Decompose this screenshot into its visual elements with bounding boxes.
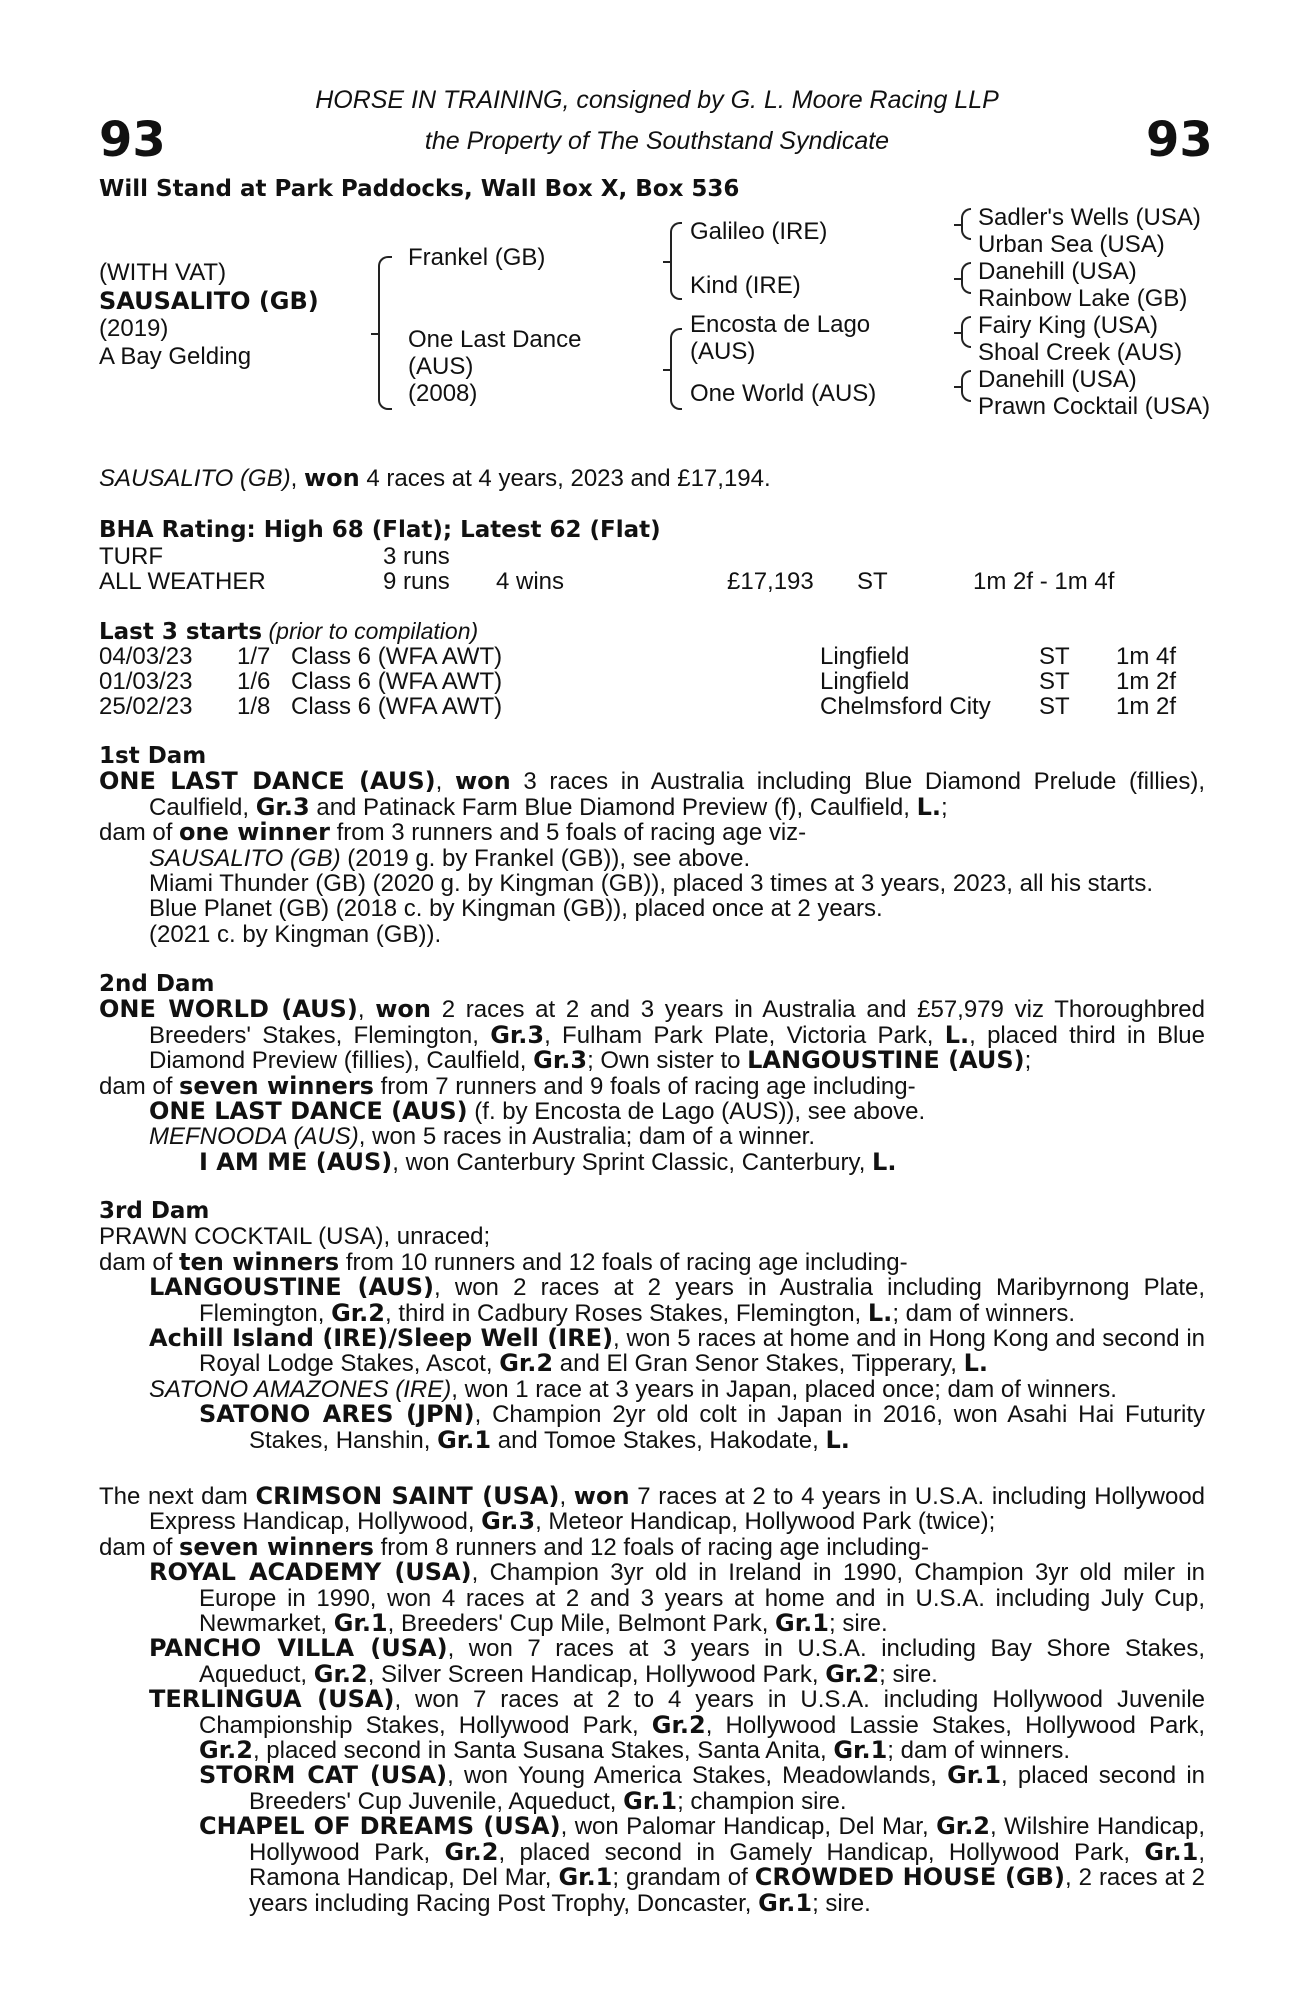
rating-surface: TURF bbox=[99, 543, 163, 570]
start-class: Class 6 (WFA AWT) bbox=[291, 643, 503, 670]
first-dam-record: ONE LAST DANCE (AUS), won 3 races in Australia including Blue Diamond Prelude (fillies), Caulfield, Gr.3 and Patinack Farm Blue Diamond Preview (f), Caulfield, L.; bbox=[99, 767, 1206, 821]
text: , Fulham Park Plate, Victoria Park, bbox=[544, 1021, 945, 1049]
third-dam-section bbox=[99, 1199, 1205, 1453]
produce-item: Blue Planet (GB) (2018 c. by Kingman (GB)), placed once at 2 years. bbox=[149, 895, 883, 923]
text: ; bbox=[1024, 1047, 1032, 1075]
start-position: 1/7 bbox=[237, 643, 271, 670]
listed-label: L. bbox=[825, 1425, 850, 1454]
grade-label: Gr.2 bbox=[331, 1298, 385, 1327]
summary-text: 4 races at 4 years, 2023 and £17,194. bbox=[359, 465, 771, 492]
pedigree-g3-7: Prawn Cocktail (USA) bbox=[978, 393, 1211, 420]
grade-label: Gr.1 bbox=[437, 1425, 492, 1454]
text: , Hollywood Lassie Stakes, Hollywood Park, bbox=[705, 1711, 1206, 1739]
text: dam of bbox=[99, 1248, 180, 1276]
text: 2 races at 2 and 3 years in Australia and £57,979 viz Thoroughbred Breeders' Stakes, Flemington, bbox=[149, 996, 1206, 1049]
text: , placed second in Breeders' Cup Juvenile, Aqueduct, bbox=[249, 1762, 1205, 1815]
text: ; Own sister to bbox=[587, 1047, 748, 1075]
grade-label: Gr.3 bbox=[490, 1020, 545, 1049]
start-position: 1/6 bbox=[237, 668, 271, 695]
grade-label: Gr.1 bbox=[833, 1736, 888, 1765]
last3-title bbox=[99, 618, 478, 645]
next-dam-record bbox=[99, 1484, 1205, 1535]
rating-prize: £17,193 bbox=[727, 568, 814, 595]
pedigree-g3-5: Shoal Creek (AUS) bbox=[978, 339, 1183, 366]
summary-won: won bbox=[303, 464, 360, 492]
last3-heading: Last 3 starts bbox=[99, 619, 263, 645]
produce-name: LANGOUSTINE (AUS) bbox=[149, 1273, 435, 1302]
text: from 7 runners and 9 foals of racing age including- bbox=[373, 1072, 916, 1100]
listed-label: L. bbox=[867, 1298, 893, 1327]
start-date: 04/03/23 bbox=[99, 643, 193, 670]
third-dam-heading: 3rd Dam bbox=[99, 1198, 210, 1224]
first-dam-text: ; bbox=[941, 793, 948, 821]
text: ; sire. bbox=[828, 1610, 888, 1638]
lot-number-right: 93 bbox=[1146, 112, 1213, 168]
listed-label: L. bbox=[872, 1147, 897, 1176]
produce-text: (2019 g. by Frankel (GB)), see above. bbox=[340, 844, 751, 872]
produce-name: I AM ME (AUS) bbox=[199, 1147, 393, 1176]
property-line: the Property of The Southstand Syndicate bbox=[424, 127, 890, 155]
pedigree-dam-name: One Last Dance bbox=[408, 326, 582, 353]
rating-surface: ALL WEATHER bbox=[99, 568, 266, 595]
grade-label: Gr.3 bbox=[533, 1046, 588, 1075]
produce-name: ONE LAST DANCE (AUS) bbox=[149, 1097, 468, 1126]
pedigree-sire-dam: Kind (IRE) bbox=[690, 272, 801, 299]
start-date: 01/03/23 bbox=[99, 668, 193, 695]
text: , Breeders' Cup Mile, Belmont Park, bbox=[387, 1610, 776, 1638]
grade-label: Gr.1 bbox=[558, 1863, 613, 1892]
produce-item bbox=[99, 1402, 1205, 1453]
pedigree-dam-dam: One World (AUS) bbox=[690, 380, 877, 407]
grandson-name: CROWDED HOUSE (GB) bbox=[754, 1863, 1065, 1892]
pedigree-g3-1: Urban Sea (USA) bbox=[978, 231, 1165, 258]
won-label: won bbox=[375, 995, 431, 1024]
first-dam-heading: 1st Dam bbox=[99, 743, 207, 769]
produce-name: STORM CAT (USA) bbox=[199, 1761, 448, 1790]
grade-label: Gr.2 bbox=[651, 1710, 706, 1739]
last3-note: (prior to compilation) bbox=[268, 618, 479, 644]
produce-item bbox=[99, 1147, 1205, 1176]
first-dam-text: 3 races in Australia including Blue Diamond Prelude (fillies), Caulfield, bbox=[149, 768, 1206, 821]
produce-text: (f. by Encosta de Lago (AUS)), see above. bbox=[467, 1098, 926, 1126]
start-going: ST bbox=[1039, 668, 1070, 695]
first-dam-produce-summary bbox=[99, 820, 1205, 845]
listed-label: L. bbox=[944, 1020, 970, 1049]
start-distance: 1m 2f bbox=[1116, 693, 1177, 720]
produce-name: PANCHO VILLA (USA) bbox=[149, 1634, 448, 1663]
pedigree-bracket-sire bbox=[670, 222, 682, 300]
next-dam-produce-summary bbox=[99, 1532, 1205, 1561]
grade-label: Gr.2 bbox=[936, 1812, 991, 1841]
produce-name: MEFNOODA (AUS) bbox=[149, 1123, 359, 1151]
pedigree-bracket-g3-2 bbox=[961, 262, 971, 294]
vat-label: (WITH VAT) bbox=[99, 259, 227, 286]
produce-item bbox=[99, 1636, 1205, 1687]
rating-going: ST bbox=[857, 568, 888, 595]
text: and El Gran Senor Stakes, Tipperary, bbox=[553, 1350, 964, 1378]
pedigree-third-generation bbox=[978, 204, 1210, 420]
race-summary: SAUSALITO (GB), won 4 races at 4 years, 2023 and £17,194. bbox=[99, 464, 771, 492]
text: , won 5 races at home and in Hong Kong and second in Royal Lodge Stakes, Ascot, bbox=[199, 1325, 1206, 1378]
first-dam-section bbox=[99, 744, 1205, 947]
summary-horse-name: SAUSALITO (GB) bbox=[99, 465, 291, 492]
won-label: won bbox=[573, 1482, 630, 1510]
text: , Meteor Handicap, Hollywood Park (twice); bbox=[535, 1508, 996, 1536]
horse-name: SAUSALITO (GB) bbox=[99, 287, 319, 315]
listed-label: L. bbox=[963, 1349, 988, 1378]
pedigree-g3-4: Fairy King (USA) bbox=[978, 312, 1159, 339]
produce-item bbox=[99, 1560, 1205, 1636]
next-dam-section bbox=[99, 1484, 1205, 1916]
winners-count: seven winners bbox=[179, 1532, 374, 1561]
bha-rating-title: BHA Rating: High 68 (Flat); Latest 62 (Flat) bbox=[99, 517, 661, 543]
text: , won 1 race at 3 years in Japan, placed once; dam of winners. bbox=[451, 1375, 1117, 1403]
first-dam-won: won bbox=[454, 767, 511, 796]
produce-name: SATONO ARES (JPN) bbox=[199, 1400, 475, 1429]
sister-name: LANGOUSTINE (AUS) bbox=[747, 1046, 1025, 1075]
text: , third in Cadbury Roses Stakes, Flemington, bbox=[385, 1299, 868, 1327]
text: , won 2 races at 2 years in Australia including Maribyrnong Plate, Flemington, bbox=[199, 1274, 1206, 1327]
text: , won Palomar Handicap, Del Mar, bbox=[560, 1813, 937, 1841]
text: , won Young America Stakes, Meadowlands, bbox=[447, 1762, 948, 1790]
text: ; champion sire. bbox=[677, 1787, 847, 1815]
second-dam-heading: 2nd Dam bbox=[99, 971, 215, 997]
pedigree-g3-0: Sadler's Wells (USA) bbox=[978, 204, 1201, 231]
pedigree-dam-country: (AUS) bbox=[408, 353, 474, 380]
grade-label: Gr.3 bbox=[481, 1507, 536, 1536]
first-dam-name: ONE LAST DANCE (AUS) bbox=[99, 767, 436, 796]
text: , Wilshire Handicap, Hollywood Park, bbox=[249, 1813, 1205, 1866]
grade-label: Gr.2 bbox=[499, 1349, 554, 1378]
produce-item bbox=[99, 1326, 1205, 1377]
start-date: 25/02/23 bbox=[99, 693, 193, 720]
second-dam-produce-summary bbox=[99, 1071, 1205, 1100]
next-dam-name: CRIMSON SAINT (USA) bbox=[255, 1482, 560, 1510]
text: , Silver Screen Handicap, Hollywood Park, bbox=[367, 1660, 826, 1688]
grade-label: Gr.1 bbox=[623, 1786, 678, 1815]
produce-item bbox=[99, 1377, 1205, 1402]
text: , won 7 races at 3 years in U.S.A. including Bay Shore Stakes, Aqueduct, bbox=[199, 1635, 1206, 1688]
stand-location: Will Stand at Park Paddocks, Wall Box X, Box 536 bbox=[99, 176, 740, 202]
text: The next dam bbox=[99, 1483, 256, 1510]
third-dam-produce-summary bbox=[99, 1247, 1205, 1276]
start-course: Lingfield bbox=[820, 668, 910, 695]
produce-text: , won Canterbury Sprint Classic, Canterbury, bbox=[392, 1148, 873, 1176]
text: from 8 runners and 12 foals of racing age including- bbox=[373, 1533, 929, 1561]
text: dam of bbox=[99, 1533, 180, 1561]
produce-name: TERLINGUA (USA) bbox=[149, 1685, 395, 1714]
pedigree-g3-3: Rainbow Lake (GB) bbox=[978, 285, 1188, 312]
winners-count: ten winners bbox=[179, 1247, 340, 1276]
text: from 3 runners and 5 foals of racing age viz- bbox=[329, 819, 807, 847]
text: , Champion 2yr old colt in Japan in 2016, won Asahi Hai Futurity Stakes, Hanshin, bbox=[249, 1401, 1205, 1454]
start-distance: 1m 4f bbox=[1116, 643, 1177, 670]
pedigree-dam-sire-name: Encosta de Lago bbox=[690, 311, 871, 338]
produce-text: , won 5 races in Australia; dam of a winner. bbox=[358, 1123, 816, 1151]
grade-label: Gr.1 bbox=[947, 1761, 1002, 1790]
grade-label: Gr.1 bbox=[1144, 1837, 1199, 1866]
start-distance: 1m 2f bbox=[1116, 668, 1177, 695]
produce-item: Miami Thunder (GB) (2020 g. by Kingman (GB)), placed 3 times at 3 years, 2023, all his starts. bbox=[149, 870, 1153, 898]
rating-runs: 3 runs bbox=[383, 543, 450, 570]
produce-item bbox=[99, 1687, 1205, 1763]
pedigree-g3-2: Danehill (USA) bbox=[978, 258, 1137, 285]
text: dam of bbox=[99, 1072, 180, 1100]
start-going: ST bbox=[1039, 643, 1070, 670]
produce-name: CHAPEL OF DREAMS (USA) bbox=[199, 1812, 561, 1841]
text: , bbox=[559, 1483, 574, 1510]
horse-year: (2019) bbox=[99, 315, 169, 342]
grade-label: Gr.2 bbox=[199, 1736, 253, 1765]
text: and Tomoe Stakes, Hakodate, bbox=[491, 1426, 826, 1454]
text: ; dam of winners. bbox=[892, 1299, 1076, 1327]
lot-number-left: 93 bbox=[99, 112, 166, 168]
text: , placed second in Santa Susana Stakes, Santa Anita, bbox=[252, 1737, 834, 1765]
pedigree-bracket-g3-4 bbox=[961, 370, 971, 402]
rating-distance: 1m 2f - 1m 4f bbox=[973, 568, 1115, 595]
consignor-line: HORSE IN TRAINING, consigned by G. L. Moore Racing LLP bbox=[315, 86, 999, 114]
horse-description: A Bay Gelding bbox=[99, 343, 252, 370]
grade-label: Gr.3 bbox=[255, 792, 310, 821]
start-class: Class 6 (WFA AWT) bbox=[291, 693, 503, 720]
listed-label: L. bbox=[916, 792, 942, 821]
pedigree-dam bbox=[408, 326, 581, 407]
second-dam-section bbox=[99, 972, 1205, 1175]
start-going: ST bbox=[1039, 693, 1070, 720]
text: , Ramona Handicap, Del Mar, bbox=[249, 1838, 1206, 1892]
start-position: 1/8 bbox=[237, 693, 271, 720]
third-dam-record: PRAWN COCKTAIL (USA), unraced; bbox=[99, 1223, 491, 1251]
text: , placed third in Blue Diamond Preview (fillies), Caulfield, bbox=[149, 1021, 1206, 1075]
rating-runs: 9 runs bbox=[383, 568, 450, 595]
pedigree-bracket-main bbox=[378, 256, 392, 410]
produce-name: Achill Island (IRE)/Sleep Well (IRE) bbox=[149, 1324, 614, 1353]
winners-count: one winner bbox=[179, 818, 330, 847]
start-course: Chelmsford City bbox=[820, 693, 991, 720]
text: ; sire. bbox=[879, 1660, 938, 1688]
produce-name: SAUSALITO (GB) bbox=[149, 844, 341, 872]
text: , Champion 3yr old in Ireland in 1990, Champion 3yr old miler in Europe in 1990, won 4 races at 2 and 3 years at home and in U.S.A. including July Cup, Newmarket, bbox=[199, 1559, 1206, 1638]
pedigree-bracket-dam bbox=[670, 328, 682, 410]
produce-item bbox=[99, 1124, 1205, 1149]
produce-item bbox=[99, 1814, 1205, 1916]
text: , placed second in Gamely Handicap, Hollywood Park, bbox=[498, 1838, 1145, 1866]
first-dam-text: and Patinack Farm Blue Diamond Preview (f), Caulfield, bbox=[309, 793, 917, 821]
grade-label: Gr.2 bbox=[825, 1659, 880, 1688]
text: ; dam of winners. bbox=[887, 1737, 1071, 1765]
pedigree-dam-year: (2008) bbox=[408, 380, 478, 407]
pedigree-bracket-g3-3 bbox=[961, 316, 971, 348]
produce-item bbox=[99, 1099, 1205, 1124]
produce-item bbox=[99, 846, 1205, 871]
text: from 10 runners and 12 foals of racing age including- bbox=[339, 1248, 908, 1276]
produce-item bbox=[99, 1763, 1205, 1814]
text: ; grandam of bbox=[612, 1864, 755, 1892]
start-course: Lingfield bbox=[820, 643, 910, 670]
pedigree-dam-sire bbox=[690, 311, 870, 365]
pedigree-dam-sire-country: (AUS) bbox=[690, 338, 756, 365]
grade-label: Gr.1 bbox=[333, 1609, 388, 1638]
text: , 2 races at 2 years including Racing Post Trophy, Doncaster, bbox=[249, 1864, 1205, 1917]
produce-name: ROYAL ACADEMY (USA) bbox=[149, 1558, 472, 1587]
text: , won 7 races at 2 to 4 years in U.S.A. including Hollywood Juvenile Championship Stakes, Hollywood Park, bbox=[199, 1686, 1205, 1739]
winners-count: seven winners bbox=[179, 1071, 374, 1100]
text: ; sire. bbox=[812, 1889, 871, 1917]
produce-item bbox=[99, 1275, 1205, 1326]
pedigree-g3-6: Danehill (USA) bbox=[978, 366, 1137, 393]
grade-label: Gr.1 bbox=[758, 1888, 813, 1917]
produce-name: SATONO AMAZONES (IRE) bbox=[149, 1375, 452, 1403]
rating-wins: 4 wins bbox=[496, 568, 565, 595]
pedigree-sire-sire: Galileo (IRE) bbox=[690, 218, 828, 245]
text: 7 races at 2 to 4 years in U.S.A. including Hollywood Express Handicap, Hollywood, bbox=[149, 1483, 1206, 1536]
pedigree-bracket-g3-1 bbox=[961, 208, 971, 240]
second-dam-name: ONE WORLD (AUS) bbox=[99, 995, 358, 1024]
pedigree-sire: Frankel (GB) bbox=[408, 244, 546, 271]
text: dam of bbox=[99, 819, 180, 847]
grade-label: Gr.1 bbox=[775, 1609, 829, 1638]
grade-label: Gr.2 bbox=[313, 1659, 368, 1688]
grade-label: Gr.2 bbox=[444, 1837, 499, 1866]
horse-identity bbox=[99, 259, 319, 371]
start-class: Class 6 (WFA AWT) bbox=[291, 668, 503, 695]
second-dam-record: ONE WORLD (AUS), won 2 races at 2 and 3 years in Australia and £57,979 viz Thoroughbred Breeders' Stakes, Flemington, Gr.3, Fulham Park Plate, Victoria Park, L., placed third in Blue Diamond Preview (fillies), Caulfield, Gr.3; Own sister to LANGOUSTINE (AUS); bbox=[99, 995, 1206, 1075]
produce-item: (2021 c. by Kingman (GB)). bbox=[149, 920, 442, 948]
